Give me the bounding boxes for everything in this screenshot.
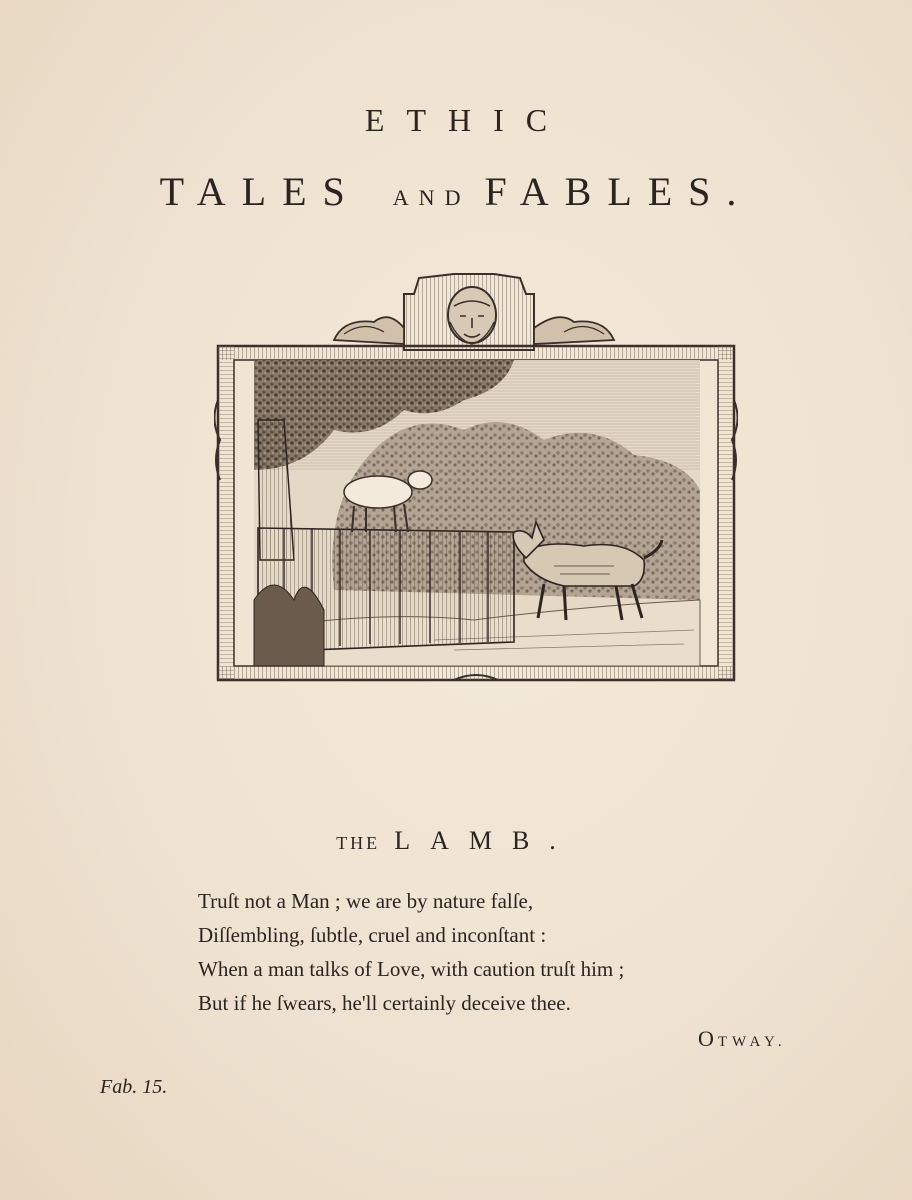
poem-attribution bbox=[698, 1026, 787, 1052]
poem-line: Truſt not a Man ; we are by nature falſe, bbox=[198, 889, 534, 913]
cartouche-crest bbox=[334, 274, 614, 350]
fable-title-main: LAMB. bbox=[394, 826, 576, 855]
author-rest: TWAY. bbox=[717, 1034, 787, 1050]
fable-title-prefix: THE bbox=[336, 833, 381, 853]
poem-line: When a man talks of Love, with caution truſt him ; bbox=[198, 957, 625, 981]
engraved-illustration bbox=[214, 270, 738, 696]
poem-line: But if he ſwears, he'll certainly deceive thee. bbox=[198, 991, 571, 1015]
fable-number: Fab. 15. bbox=[100, 1076, 168, 1098]
author-initial: O bbox=[698, 1026, 718, 1051]
title-word-fables: FABLES. bbox=[484, 169, 753, 214]
page-title-line1: ETHIC bbox=[364, 102, 570, 138]
poem-line: Diſſembling, ſubtle, cruel and inconſtant : bbox=[198, 923, 547, 947]
scene bbox=[254, 360, 700, 666]
page-title-line2 bbox=[0, 168, 912, 215]
title-word-tales: TALES bbox=[159, 169, 361, 214]
poem-stanza bbox=[198, 884, 718, 1020]
title-word-and: AND bbox=[392, 185, 471, 210]
fable-title bbox=[0, 826, 912, 856]
